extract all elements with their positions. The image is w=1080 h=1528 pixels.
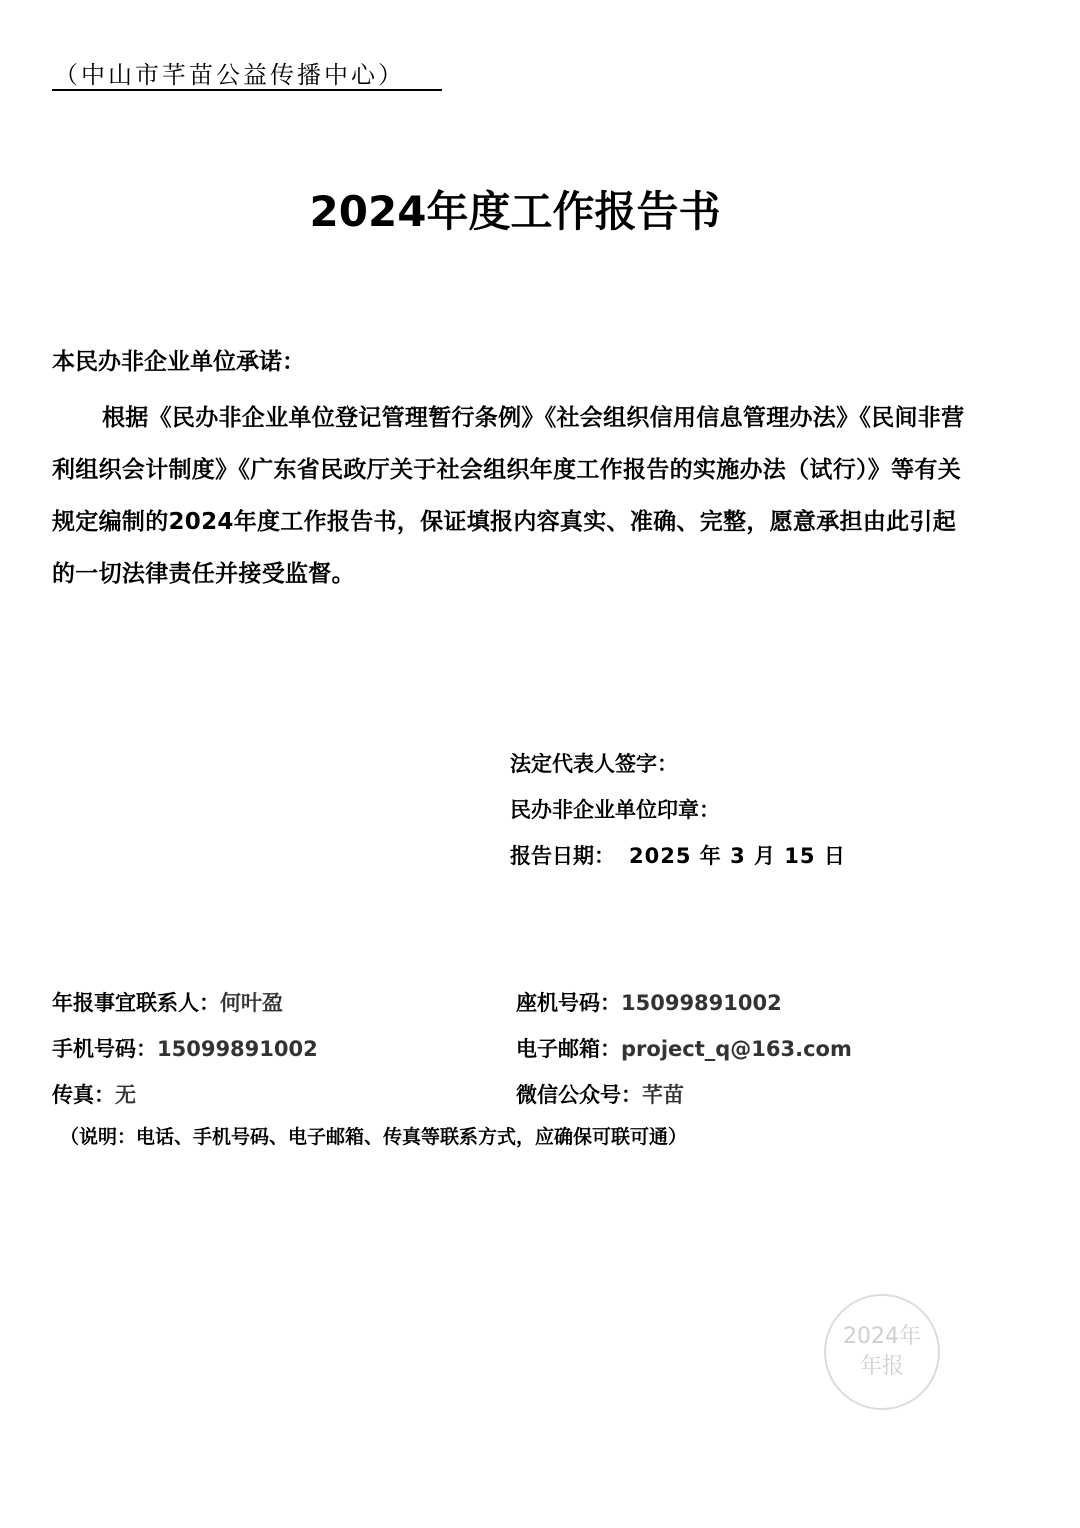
pledge-heading: 本民办非企业单位承诺： xyxy=(52,349,305,375)
mobile-value: 15099891002 xyxy=(157,1037,318,1061)
wechat-account-label: 微信公众号： xyxy=(516,1083,642,1107)
organization-seal xyxy=(510,792,846,838)
email-value: project_q@163.com xyxy=(621,1037,852,1061)
annual-report-watermark-stamp xyxy=(824,1294,940,1410)
pledge-body: 根据《民办非企业单位登记管理暂行条例》《社会组织信用信息管理办法》《民间非营利组织会计制度》《广东省民政厅关于社会组织年度工作报告的实施办法（试行）》等有关规定编制的2024年度工作报告书，保证填报内容真实、准确、完整，愿意承担由此引起的一切法律责任并接受监督。 xyxy=(52,405,965,587)
email xyxy=(516,1031,852,1067)
contact-note: （说明：电话、手机号码、电子邮箱、传真等联系方式，应确保可联可通） xyxy=(60,1126,688,1148)
email-label: 电子邮箱： xyxy=(516,1037,621,1061)
contact-person-label: 年报事宜联系人： xyxy=(52,991,220,1015)
organization-name: （中山市芊苗公益传播中心） xyxy=(54,61,405,89)
signature-block xyxy=(510,746,846,884)
legal-representative-label: 法定代表人签字： xyxy=(510,752,678,776)
mobile xyxy=(52,1031,318,1067)
wechat-account-value: 芊苗 xyxy=(642,1083,684,1107)
wechat-account xyxy=(516,1077,684,1113)
report-date-value: 2025 年 3 月 15 日 xyxy=(629,844,846,868)
contact-person xyxy=(52,985,283,1021)
organization-name-underline xyxy=(52,89,442,91)
report-date-label: 报告日期： xyxy=(510,844,615,868)
document-title: 2024年度工作报告书 xyxy=(309,187,721,236)
watermark-line-report: 年报 xyxy=(859,1354,904,1379)
fax-value: 无 xyxy=(115,1083,136,1107)
mobile-label: 手机号码： xyxy=(52,1037,157,1061)
fax xyxy=(52,1077,136,1113)
watermark-line-year: 2024年 xyxy=(843,1324,921,1349)
organization-seal-label: 民办非企业单位印章： xyxy=(510,798,720,822)
fax-label: 传真： xyxy=(52,1083,115,1107)
landline-value: 15099891002 xyxy=(621,991,782,1015)
contact-person-value: 何叶盈 xyxy=(220,991,283,1015)
landline xyxy=(516,985,782,1021)
legal-representative-signature xyxy=(510,746,846,792)
report-date xyxy=(510,838,846,884)
landline-label: 座机号码： xyxy=(516,991,621,1015)
